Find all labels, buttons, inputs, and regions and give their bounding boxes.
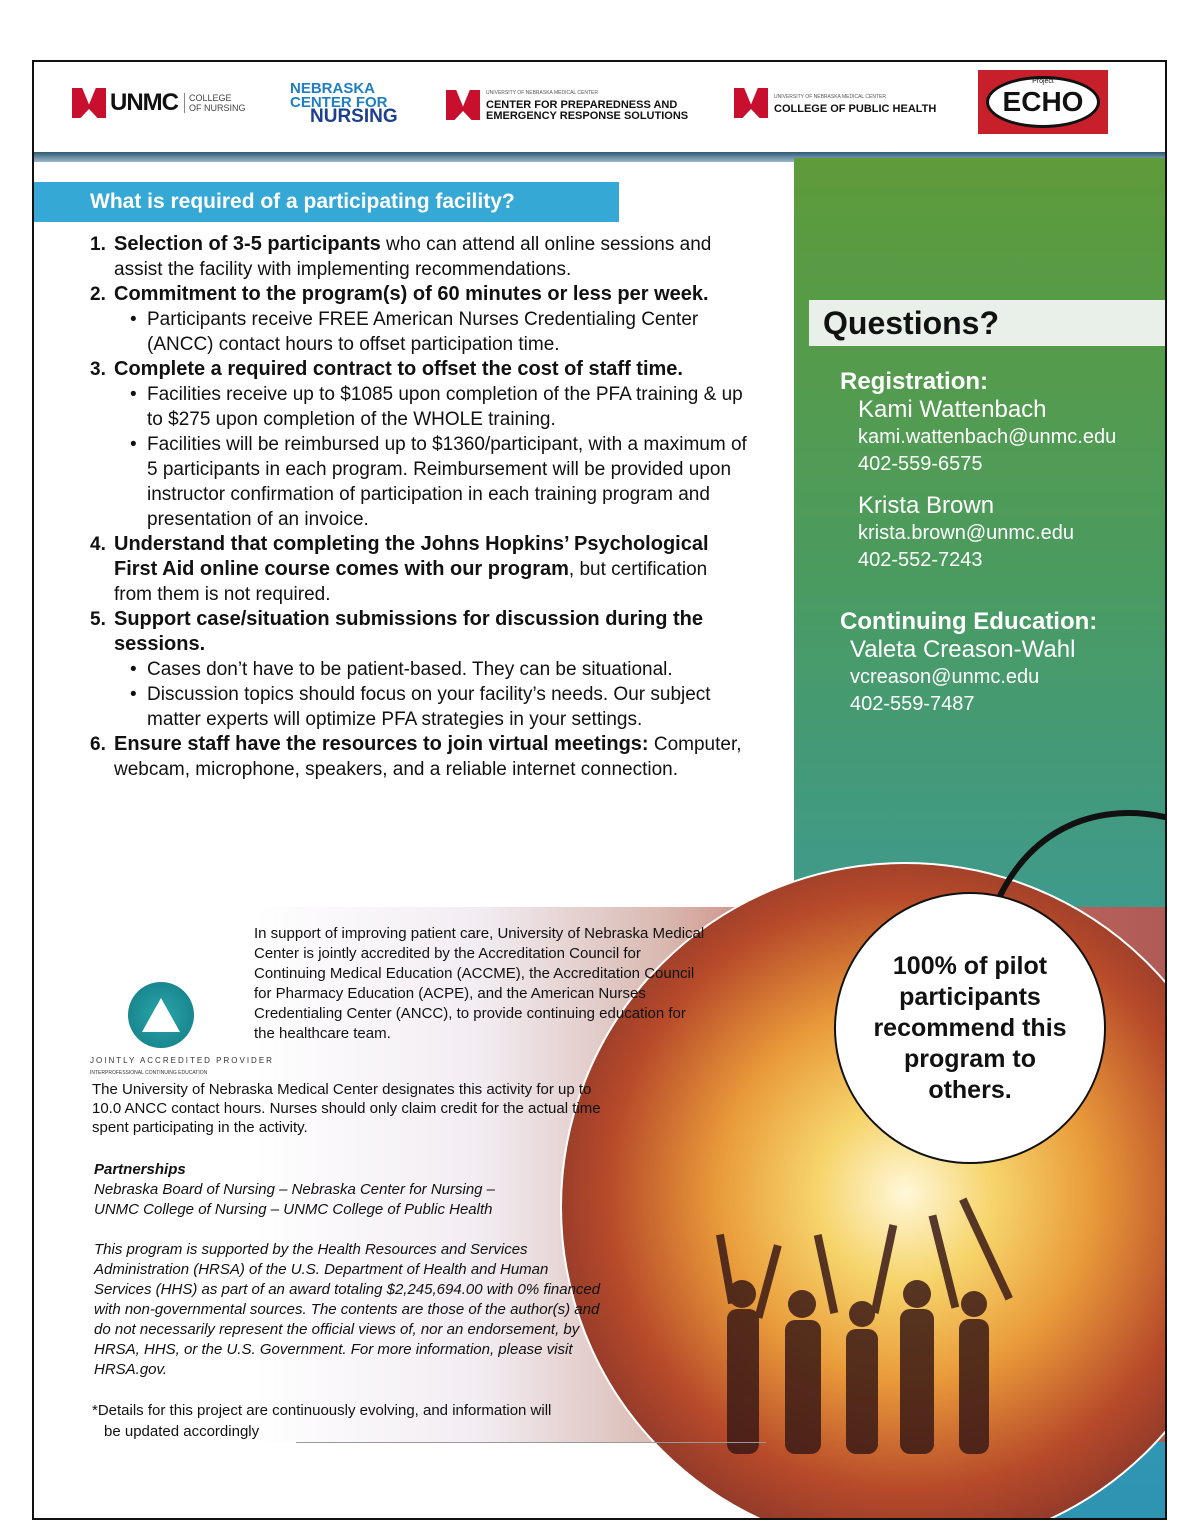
registration-contacts [840,368,1116,574]
requirements-list [90,232,750,782]
people-silhouette-icon [682,1154,1022,1454]
project-echo-logo: Project ECHO [978,70,1108,134]
unmc-n-icon [446,90,480,120]
college-public-health-logo: UNIVERSITY OF NEBRASKA MEDICAL CENTER COLLEGE OF PUBLIC HEALTH [734,88,936,118]
cpers-logo: UNIVERSITY OF NEBRASKA MEDICAL CENTER CENTER FOR PREPAREDNESS AND EMERGENCY RESPONSE SOLUTIONS [446,88,688,122]
contact-phone: 402-552-7243 [858,549,983,571]
list-item: 4. Understand that completing the Johns Hopkins’ Psychological First Aid online course comes with our program, but certification from them is not required. [90,533,709,605]
contact-name: Kami Wattenbach [858,396,1047,423]
unmc-nursing-logo: UNMC COLLEGE OF NURSING [72,88,246,118]
accreditation-statement: In support of improving patient care, University of Nebraska Medical Center is jointly accredited by the Accreditation Council for Continuing Medical Education (ACCME), the Accreditation Council for Pharmacy Education (ACPE), and the American Nurses Credentialing Center (ANCC), to provide continuing education for the healthcare team. [254,925,705,1042]
logo-header [34,62,1165,154]
contact-phone: 402-559-6575 [858,453,983,475]
list-item: 6. Ensure staff have the resources to join virtual meetings: Computer, webcam, microphone, speakers, and a reliable internet connection. [90,733,742,780]
contact-email-link[interactable]: krista.brown@unmc.edu [858,522,1074,544]
unmc-n-icon [72,88,106,118]
contact-name: Valeta Creason-Wahl [850,636,1076,663]
flyer-frame [32,60,1167,1520]
contact-phone: 402-559-7487 [850,693,975,715]
nebraska-center-nursing-logo: NEBRASKA CENTER FOR NURSING [290,80,398,127]
continuing-education-contacts [840,608,1097,718]
details-note: *Details for this project are continuously evolving, and information will be updated accordingly [92,1402,552,1440]
unmc-n-icon [734,88,768,118]
partnerships: Partnerships Nebraska Board of Nursing – Nebraska Center for Nursing – UNMC College of Nursing – UNMC College of Public Health [94,1161,496,1218]
contact-email-link[interactable]: kami.wattenbach@unmc.edu [858,426,1117,448]
ja-triangle-icon [142,998,180,1032]
questions-heading: Questions? [809,300,1167,346]
list-item: 1. Selection of 3-5 participants who can attend all online sessions and assist the facility with implementing recommendations. [90,233,712,280]
registration-label: Registration: [840,368,989,395]
divider [296,1442,766,1443]
requirements-heading: What is required of a participating facility? [34,182,619,222]
designation-statement: The University of Nebraska Medical Center designates this activity for up to 10.0 ANCC contact hours. Nurses should only claim credit for the actual time spent participating in the activity. [92,1081,601,1136]
testimonial-callout: 100% of pilot participants recommend this program to others. [834,892,1106,1164]
list-item: 5. Support case/situation submissions for discussion during the sessions. • Cases don’t have to be patient-based. They can be situational. • Discussion topics should focus on your facility’s needs. Our subject matter experts will optimize PFA strategies in your settings. [90,607,750,732]
continuing-education-label: Continuing Education: [840,608,1098,635]
jointly-accredited-logo: JOINTLY ACCREDITED PROVIDER INTERPROFESSIONAL CONTINUING EDUCATION [90,982,240,1082]
contact-name: Krista Brown [858,492,995,519]
funding-statement: This program is supported by the Health Resources and Services Administration (HRSA) of the U.S. Department of Health and Human Services (HHS) as part of an award totaling $2,245,694.00 with 0% financed with non-governmental sources. The contents are those of the author(s) and do not necessarily represent the official views of, nor an endorsement, by HRSA, HHS, or the U.S. Government. For more information, please visit HRSA.gov. [94,1241,601,1378]
list-item: 3. Complete a required contract to offset the cost of staff time. • Facilities receive up to $1085 upon completion of the PFA training & up to $275 upon completion of the WHOLE training. • Facilities will be reimbursed up to $1360/participant, with a maximum of 5 participants in each program. Reimbursement will be provided upon instructor confirmation of participation in each training program and presentation of an invoice. [90,357,750,532]
list-item: 2. Commitment to the program(s) of 60 minutes or less per week. • Participants receive FREE American Nurses Credentialing Center (ANCC) contact hours to offset participation time. [90,282,750,357]
contact-email-link[interactable]: vcreason@unmc.edu [850,666,1040,688]
